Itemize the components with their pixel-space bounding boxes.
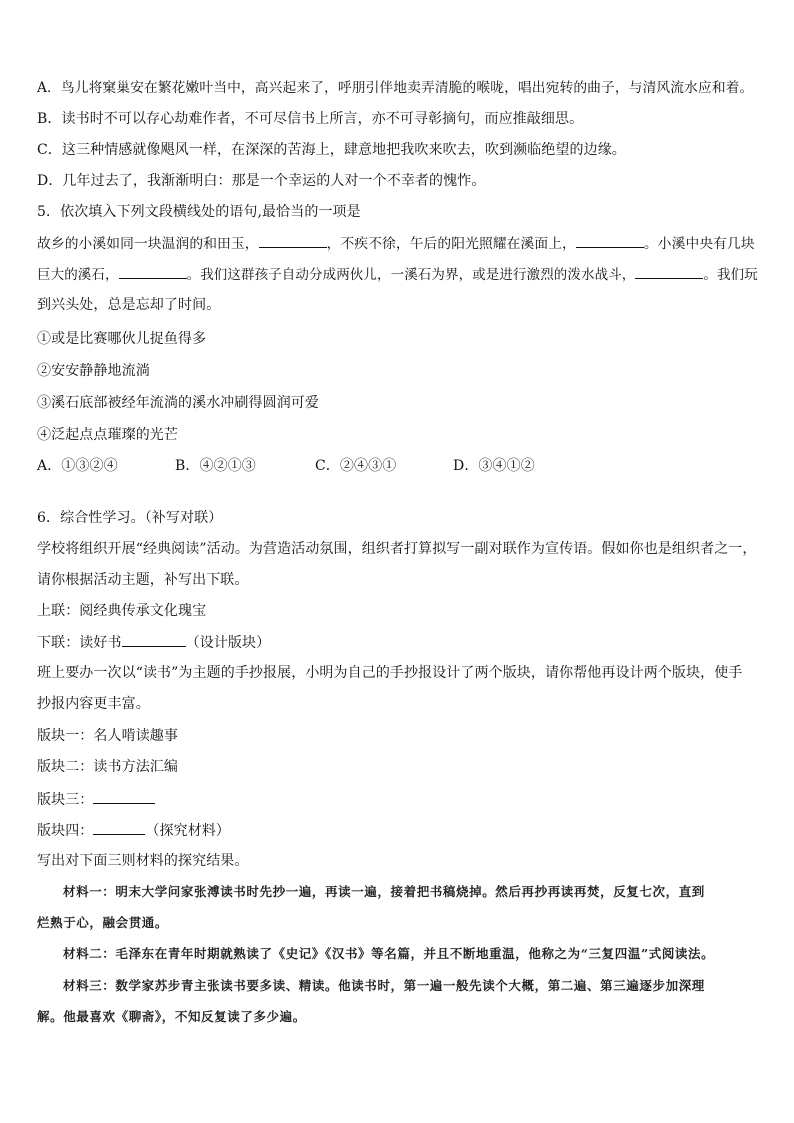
q5-passage-text: 巨大的溪石，	[37, 267, 119, 283]
q6-material-1-line-1: 材料一：明末大学问家张溥读书时先抄一遍，再读一遍，接着把书稿烧掉。然后再抄再读再焚，反复七次，直到	[63, 884, 705, 899]
q5-choice-c: C．②④③①	[315, 458, 397, 474]
q6-block-4	[37, 820, 230, 841]
q4-option-d: D．几年过去了，我渐渐明白：那是一个幸运的人对一个不幸者的愧怍。	[37, 173, 486, 189]
q5-passage-text: 。我们玩	[703, 267, 758, 283]
q5-item-2: ②安安静静地流淌	[37, 363, 150, 379]
q5-item-3: ③溪石底部被经年流淌的溪水冲刷得圆润可爱	[37, 395, 319, 411]
q6-lower-blank	[122, 632, 186, 647]
q5-passage-line-1	[37, 233, 755, 254]
q5-blank-1	[259, 233, 327, 248]
q6-block-1: 版块一：名人啃读趣事	[37, 728, 178, 744]
q6-block-3	[37, 789, 155, 810]
q6-lower-note: （设计版块）	[185, 635, 271, 651]
q5-blank-3	[119, 264, 187, 279]
q5-blank-4	[635, 264, 703, 279]
q5-passage-line-3: 到兴头处，总是忘却了时间。	[37, 297, 221, 313]
q6-title: 6．综合性学习。（补写对联）	[37, 510, 223, 526]
q6-lower-label: 下联：读好书	[37, 635, 122, 651]
q4-option-b: B．读书时不可以存心劫难作者，不可尽信书上所言，亦不可寻彰摘句，而应推敲细思。	[37, 111, 584, 127]
q6-board-intro-1: 班上要办一次以“读书”为主题的手抄报展，小明为自己的手抄报设计了两个版块，请你帮他再设计两个版块，使手	[37, 665, 743, 681]
q5-passage-text: ，不疾不徐，午后的阳光照耀在溪面上，	[326, 236, 576, 252]
q6-material-3-line-1: 材料三：数学家苏步青主张读书要多读、精读。他读书时，第一遍一般先读个大概，第二遍、第三遍逐步加深理	[63, 978, 705, 993]
q6-upper-couplet: 上联：阅经典传承文化瑰宝	[37, 603, 207, 619]
q6-intro-1: 学校将组织开展“经典阅读”活动。为营造活动氛围，组织者打算拟写一副对联作为宣传语。假如你也是组织者之一，	[37, 541, 757, 557]
q6-material-3-line-2: 解。他最喜欢《聊斋》，不知反复读了多少遍。	[37, 1009, 306, 1024]
q6-block-3-blank	[93, 789, 155, 804]
q5-choices	[37, 456, 535, 476]
q5-blank-2	[576, 233, 644, 248]
q5-passage-text: 。我们这群孩子自动分成两伙儿，一溪石为界，或是进行激烈的泼水战斗，	[186, 267, 636, 283]
q6-lower-couplet	[37, 632, 270, 653]
q6-intro-2: 请你根据活动主题，补写出下联。	[37, 572, 249, 588]
q5-item-4: ④泛起点点璀璨的光芒	[37, 427, 178, 443]
q5-choice-d: D．③④①②	[453, 458, 535, 474]
q5-passage-line-2	[37, 264, 758, 285]
q6-block-4-blank	[93, 820, 145, 835]
q6-board-intro-2: 抄报内容更丰富。	[37, 696, 150, 712]
q6-task: 写出对下面三则材料的探究结果。	[37, 853, 249, 869]
q6-block-3-label: 版块三：	[37, 792, 94, 808]
q5-stem: 5．依次填入下列文段横线处的语句,最恰当的一项是	[37, 204, 361, 220]
q5-passage-text: 。小溪中央有几块	[643, 236, 755, 252]
q5-choice-b: B．④②①③	[175, 458, 256, 474]
q6-block-4-label: 版块四：	[37, 823, 94, 839]
q5-choice-a: A．①③②④	[37, 458, 118, 474]
q6-block-2: 版块二：读书方法汇编	[37, 759, 178, 775]
q4-option-c: C．这三种情感就像飓风一样，在深深的苦海上，肆意地把我吹来吹去，吹到濒临绝望的边缘。	[37, 142, 626, 158]
q5-passage-text: 故乡的小溪如同一块温润的和田玉，	[37, 236, 259, 252]
q6-material-1-line-2: 烂熟于心，融会贯通。	[37, 915, 169, 930]
q4-option-a: A．鸟儿将窠巢安在繁花嫩叶当中，高兴起来了，呼朋引伴地卖弄清脆的喉咙，唱出宛转的曲子，与清风流水应和着。	[37, 80, 754, 96]
q5-item-1: ①或是比赛哪伙儿捉鱼得多	[37, 331, 207, 347]
q6-block-4-note: （探究材料）	[145, 823, 231, 839]
q6-material-2: 材料二：毛泽东在青年时期就熟读了《史记》《汉书》等名篇，并且不断地重温，他称之为“三复四温”式阅读法。	[63, 946, 715, 961]
